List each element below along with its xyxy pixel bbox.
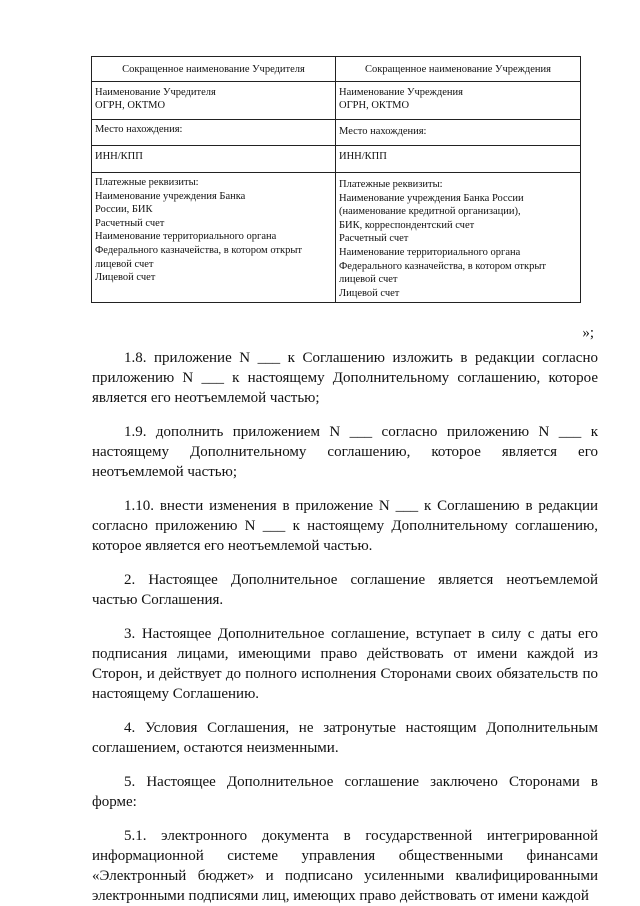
table-row-payment (92, 172, 581, 302)
payment-line: Наименование территориального органа (339, 246, 521, 258)
institution-name-cell (336, 81, 581, 119)
payment-line: Наименование территориального органа (95, 231, 277, 243)
founder-short-name-cell: Сокращенное наименование Учредителя (92, 57, 336, 82)
table-row-inn (92, 146, 581, 173)
founder-inn-cell: ИНН/КПП (92, 146, 336, 173)
requisites-table (91, 56, 581, 303)
agreement-body (92, 348, 598, 906)
clause-1-10: 1.10. внести изменения в приложение N ___ к Соглашению в редакции согласно приложению N ___ к настоящему Дополнительному соглашению, которое является его неотъемлемой частью. (92, 498, 598, 554)
institution-payment-cell (336, 172, 581, 302)
founder-payment-cell (92, 172, 336, 302)
clause-3: 3. Настоящее Дополнительное соглашение, вступает в силу с даты его подписания лицами, имеющими право действовать от имени каждой из Сторон, и действует до полного исполнения Сторонами своих обязательств по настоящему Соглашению. (92, 626, 598, 702)
clause-2: 2. Настоящее Дополнительное соглашение является неотъемлемой частью Соглашения. (92, 572, 598, 608)
payment-line: Наименование учреждения Банка России (339, 192, 524, 204)
payment-line: Расчетный счет (339, 233, 409, 245)
clause-4: 4. Условия Соглашения, не затронутые настоящим Дополнительным соглашением, остаются неизменными. (92, 720, 598, 756)
payment-line: России, БИК (95, 204, 153, 216)
payment-line: лицевой счет (339, 274, 398, 286)
institution-ogrn-line: ОГРН, ОКТМО (339, 100, 410, 112)
institution-inn-cell: ИНН/КПП (336, 146, 581, 173)
payment-line: Платежные реквизиты: (339, 178, 443, 190)
payment-line: БИК, корреспондентский счет (339, 219, 475, 231)
founder-ogrn-line: ОГРН, ОКТМО (95, 100, 166, 112)
payment-line: Платежные реквизиты: (95, 176, 199, 188)
founder-location-cell: Место нахождения: (92, 119, 336, 146)
institution-name-line: Наименование Учреждения (339, 86, 463, 98)
clause-5: 5. Настоящее Дополнительное соглашение заключено Сторонами в форме: (92, 774, 598, 810)
clause-1-9: 1.9. дополнить приложением N ___ согласно приложению N ___ к настоящему Дополнительному соглашению, которое является его неотъемлемой частью; (92, 424, 598, 480)
clause-1-8: 1.8. приложение N ___ к Соглашению изложить в редакции согласно приложению N ___ к настоящему Дополнительному соглашению, которое является его неотъемлемой частью; (92, 350, 598, 406)
payment-line: Лицевой счет (339, 287, 400, 299)
payment-line: (наименование кредитной организации), (339, 206, 521, 218)
closing-quote-mark: »; (582, 325, 594, 341)
payment-line: Федерального казначейства, в котором открыт (339, 260, 547, 272)
payment-line: лицевой счет (95, 258, 154, 270)
table-row-name (92, 81, 581, 119)
table-row-header (92, 57, 581, 82)
founder-name-cell (92, 81, 336, 119)
payment-line: Наименование учреждения Банка (95, 190, 246, 202)
institution-short-name-cell: Сокращенное наименование Учреждения (336, 57, 581, 82)
institution-location-cell: Место нахождения: (336, 119, 581, 146)
clause-5-1: 5.1. электронного документа в государственной интегрированной информационной системе управления общественными финансами «Электронный бюджет» и подписано усиленными квалифицированными электронными подписями лиц, имеющих право действовать от имени каждой (92, 828, 598, 904)
payment-line: Федерального казначейства, в котором открыт (95, 244, 303, 256)
founder-name-line: Наименование Учредителя (95, 86, 216, 98)
table-row-location (92, 119, 581, 146)
payment-line: Лицевой счет (95, 272, 156, 284)
payment-line: Расчетный счет (95, 217, 165, 229)
